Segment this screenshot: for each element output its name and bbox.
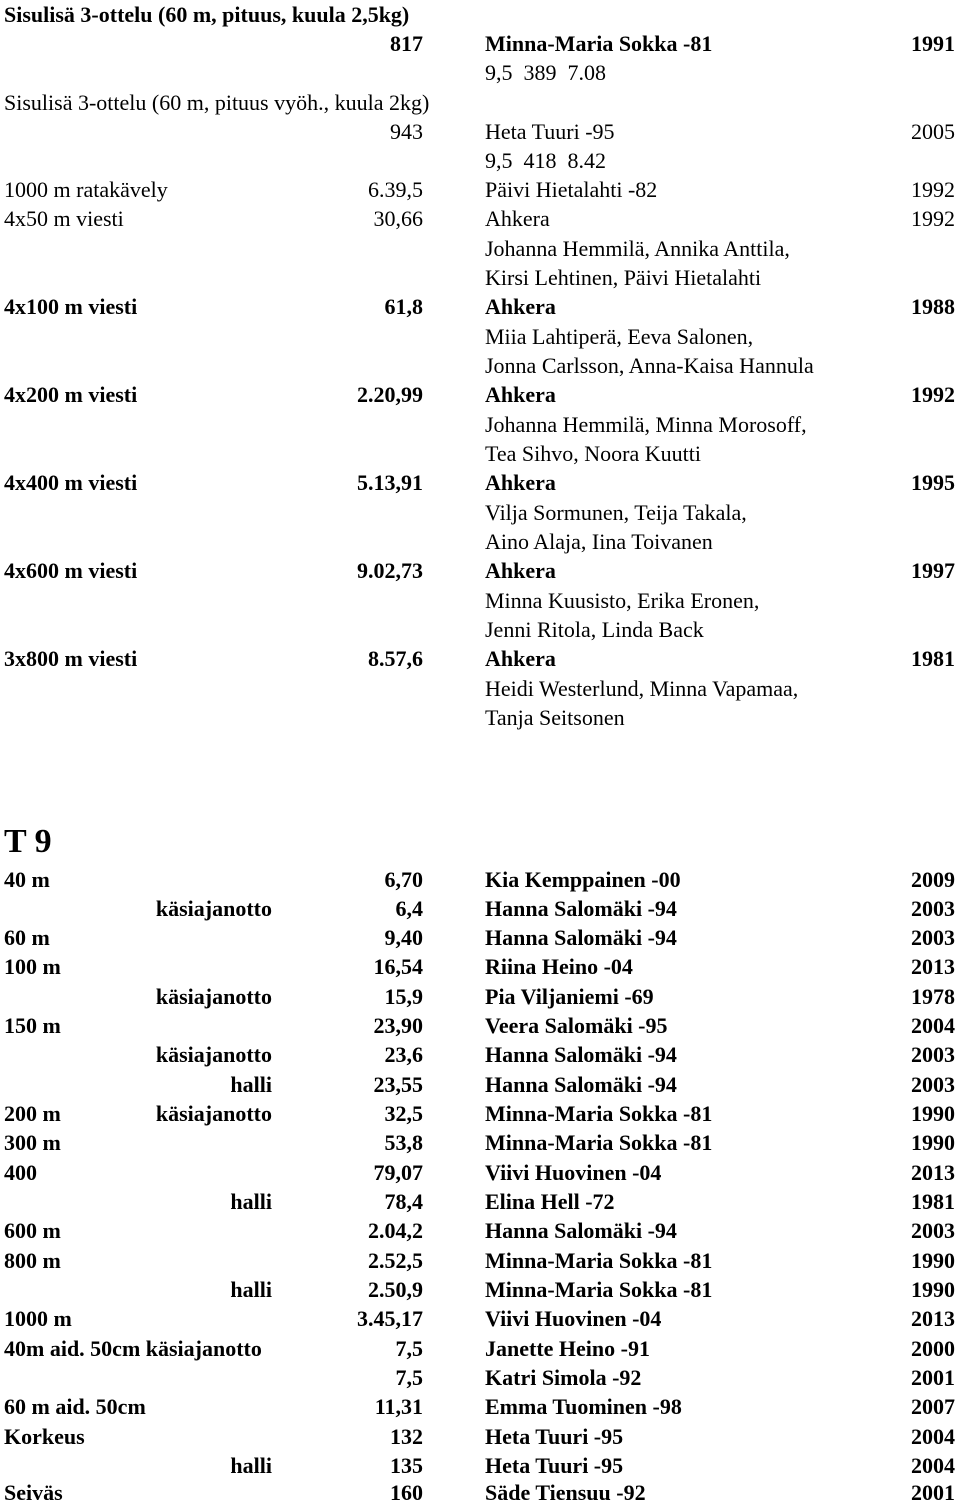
event-qualifier: käsiajanotto	[155, 1042, 272, 1067]
event-label: 60 m	[4, 925, 50, 950]
record-year: 1997	[911, 558, 955, 583]
record-line	[0, 615, 960, 644]
event-label: 4x200 m viesti	[4, 382, 138, 407]
team-members: Minna Kuusisto, Erika Eronen,	[485, 588, 760, 613]
result-value: 78,4	[384, 1189, 423, 1214]
table-row	[0, 1187, 960, 1216]
athlete-name: Janette Heino -91	[485, 1336, 650, 1361]
athlete-name: Hanna Salomäki -94	[485, 1218, 677, 1243]
result-value: 943	[390, 119, 423, 144]
table-row	[0, 923, 960, 952]
event-label: 4x50 m viesti	[4, 206, 124, 231]
result-value: 15,9	[384, 984, 423, 1009]
record-year: 1990	[911, 1277, 955, 1302]
result-value: 6,4	[395, 896, 423, 921]
result-value: 32,5	[384, 1101, 423, 1126]
event-label: 600 m	[4, 1218, 61, 1243]
result-value: 79,07	[373, 1160, 423, 1185]
team-members: Tanja Seitsonen	[485, 705, 625, 730]
team-name: Ahkera	[485, 382, 556, 407]
record-line	[0, 468, 960, 497]
result-value: 16,54	[373, 954, 423, 979]
event-label: Korkeus	[4, 1424, 85, 1449]
record-line	[0, 234, 960, 263]
record-line	[0, 439, 960, 468]
result-value: 7,5	[395, 1336, 423, 1361]
record-year: 1990	[911, 1248, 955, 1273]
athlete-name: Minna-Maria Sokka -81	[485, 31, 713, 56]
result-value: 6,70	[384, 867, 423, 892]
table-row	[0, 894, 960, 923]
result-value: 5.13,91	[357, 470, 423, 495]
event-label: 400	[4, 1160, 37, 1185]
athlete-name: Viivi Huovinen -04	[485, 1160, 662, 1185]
event-label: 40 m	[4, 867, 50, 892]
table-row	[0, 1040, 960, 1069]
record-year: 2004	[911, 1013, 955, 1038]
event-label: 4x100 m viesti	[4, 294, 138, 319]
event-label: 4x600 m viesti	[4, 558, 138, 583]
athlete-name: Veera Salomäki -95	[485, 1013, 668, 1038]
athlete-name: Heta Tuuri -95	[485, 1453, 624, 1478]
record-line	[0, 703, 960, 732]
result-value: 2.52,5	[368, 1248, 423, 1273]
record-line	[0, 58, 960, 87]
athlete-name: Katri Simola -92	[485, 1365, 642, 1390]
table-row	[0, 1478, 960, 1507]
result-value: 53,8	[384, 1130, 423, 1155]
event-label: 200 m	[4, 1101, 61, 1126]
result-value: 6.39,5	[368, 177, 423, 202]
record-year: 2001	[911, 1480, 955, 1505]
athlete-name: Viivi Huovinen -04	[485, 1306, 662, 1331]
record-year: 2013	[911, 1160, 955, 1185]
team-members: Vilja Sormunen, Teija Takala,	[485, 500, 747, 525]
athlete-name: Minna-Maria Sokka -81	[485, 1277, 713, 1302]
record-year: 2003	[911, 896, 955, 921]
event-qualifier: halli	[230, 1072, 272, 1097]
event-qualifier: halli	[230, 1277, 272, 1302]
record-year: 1988	[911, 294, 955, 319]
athlete-name: Hanna Salomäki -94	[485, 1042, 677, 1067]
table-row	[0, 1334, 960, 1363]
record-line	[0, 380, 960, 409]
event-qualifier: käsiajanotto	[155, 1101, 272, 1126]
record-year: 2004	[911, 1453, 955, 1478]
record-line	[0, 146, 960, 175]
table-row	[0, 1422, 960, 1451]
result-value: 2.50,9	[368, 1277, 423, 1302]
athlete-name: Emma Tuominen -98	[485, 1394, 682, 1419]
record-year: 1990	[911, 1101, 955, 1126]
record-line	[0, 644, 960, 673]
record-line	[0, 204, 960, 233]
record-year: 2005	[911, 119, 955, 144]
team-members: Jenni Ritola, Linda Back	[485, 617, 704, 642]
result-value: 61,8	[384, 294, 423, 319]
record-line	[0, 674, 960, 703]
table-row	[0, 1011, 960, 1040]
table-row	[0, 1099, 960, 1128]
record-year: 2013	[911, 1306, 955, 1331]
record-year: 1992	[911, 177, 955, 202]
team-members: Kirsi Lehtinen, Päivi Hietalahti	[485, 265, 762, 290]
team-name: Ahkera	[485, 470, 556, 495]
event-qualifier: halli	[230, 1189, 272, 1214]
team-members: Miia Lahtiperä, Eeva Salonen,	[485, 324, 754, 349]
event-label: 40m aid. 50cm käsiajanotto	[4, 1336, 262, 1361]
team-members: Johanna Hemmilä, Minna Morosoff,	[485, 412, 807, 437]
record-line	[0, 527, 960, 556]
athlete-name: Hanna Salomäki -94	[485, 1072, 677, 1097]
event-label: 1000 m ratakävely	[4, 177, 168, 202]
record-year: 1990	[911, 1130, 955, 1155]
record-year: 1981	[911, 1189, 955, 1214]
result-value: 2.20,99	[357, 382, 423, 407]
record-year: 2000	[911, 1336, 955, 1361]
record-year: 2007	[911, 1394, 955, 1419]
result-value: 9,40	[384, 925, 423, 950]
athlete-name: Minna-Maria Sokka -81	[485, 1248, 713, 1273]
event-qualifier: käsiajanotto	[155, 896, 272, 921]
record-year: 2001	[911, 1365, 955, 1390]
athlete-name: Heta Tuuri -95	[485, 1424, 624, 1449]
record-line	[0, 0, 960, 29]
record-line	[0, 29, 960, 58]
result-value: 817	[390, 31, 423, 56]
athlete-name: Pia Viljaniemi -69	[485, 984, 654, 1009]
result-value: 135	[390, 1453, 423, 1478]
event-label: Seiväs	[4, 1480, 63, 1505]
record-year: 2009	[911, 867, 955, 892]
team-members: Aino Alaja, Iina Toivanen	[485, 529, 713, 554]
record-year: 1995	[911, 470, 955, 495]
result-value: 8.57,6	[368, 646, 423, 671]
table-row	[0, 1304, 960, 1333]
record-line	[0, 117, 960, 146]
record-year: 2003	[911, 1042, 955, 1067]
athlete-name: Heta Tuuri -95	[485, 119, 615, 144]
team-members: Tea Sihvo, Noora Kuutti	[485, 441, 701, 466]
section-heading: T 9	[4, 823, 52, 860]
result-value: 23,90	[373, 1013, 423, 1038]
record-year: 2013	[911, 954, 955, 979]
result-value: 23,6	[384, 1042, 423, 1067]
record-line	[0, 263, 960, 292]
event-label: 1000 m	[4, 1306, 72, 1331]
record-line	[0, 586, 960, 615]
table-row	[0, 1363, 960, 1392]
record-year: 1978	[911, 984, 955, 1009]
record-year: 2003	[911, 1218, 955, 1243]
athlete-name: Elina Hell -72	[485, 1189, 615, 1214]
record-line	[0, 88, 960, 117]
record-line	[0, 175, 960, 204]
record-year: 1992	[911, 382, 955, 407]
table-row	[0, 1070, 960, 1099]
record-year: 2003	[911, 1072, 955, 1097]
result-value: 3.45,17	[357, 1306, 423, 1331]
athlete-name: Hanna Salomäki -94	[485, 925, 677, 950]
event-qualifier: halli	[230, 1453, 272, 1478]
record-year: 1992	[911, 206, 955, 231]
team-members: Jonna Carlsson, Anna-Kaisa Hannula	[485, 353, 814, 378]
event-label: 4x400 m viesti	[4, 470, 138, 495]
record-year: 1981	[911, 646, 955, 671]
result-value: 30,66	[373, 206, 423, 231]
record-line	[0, 556, 960, 585]
event-label: 60 m aid. 50cm	[4, 1394, 146, 1419]
table-row	[0, 1128, 960, 1157]
record-year: 1991	[911, 31, 955, 56]
record-year: 2004	[911, 1424, 955, 1449]
result-value: 9.02,73	[357, 558, 423, 583]
event-label: 100 m	[4, 954, 61, 979]
team-members: Heidi Westerlund, Minna Vapamaa,	[485, 676, 799, 701]
record-line	[0, 292, 960, 321]
table-row	[0, 982, 960, 1011]
athlete-name: Kia Kemppainen -00	[485, 867, 681, 892]
team-members: Johanna Hemmilä, Annika Anttila,	[485, 236, 790, 261]
table-row	[0, 952, 960, 981]
event-label: 3x800 m viesti	[4, 646, 138, 671]
table-row	[0, 1275, 960, 1304]
result-value: 11,31	[374, 1394, 423, 1419]
record-line	[0, 410, 960, 439]
record-year: 2003	[911, 925, 955, 950]
record-line	[0, 322, 960, 351]
athlete-name: Riina Heino -04	[485, 954, 633, 979]
result-value: 132	[390, 1424, 423, 1449]
result-value: 23,55	[373, 1072, 423, 1097]
table-row	[0, 1158, 960, 1187]
event-label: 150 m	[4, 1013, 61, 1038]
athlete-name: Päivi Hietalahti -82	[485, 177, 658, 202]
team-name: Ahkera	[485, 294, 556, 319]
table-row	[0, 1246, 960, 1275]
team-name: Ahkera	[485, 206, 550, 231]
event-qualifier: käsiajanotto	[155, 984, 272, 1009]
record-line	[0, 498, 960, 527]
athlete-name: Hanna Salomäki -94	[485, 896, 677, 921]
athlete-name: Säde Tiensuu -92	[485, 1480, 646, 1505]
athlete-name: Minna-Maria Sokka -81	[485, 1101, 713, 1126]
team-name: Ahkera	[485, 558, 556, 583]
table-row	[0, 1451, 960, 1480]
table-row	[0, 1216, 960, 1245]
event-label: Sisulisä 3-ottelu (60 m, pituus vyöh., kuula 2kg)	[4, 90, 430, 115]
result-value: 2.04,2	[368, 1218, 423, 1243]
split-results: 9,5 389 7.08	[485, 60, 606, 85]
result-value: 160	[390, 1480, 423, 1505]
athlete-name: Minna-Maria Sokka -81	[485, 1130, 713, 1155]
table-row	[0, 865, 960, 894]
team-name: Ahkera	[485, 646, 556, 671]
record-line	[0, 351, 960, 380]
event-label: 800 m	[4, 1248, 61, 1273]
split-results: 9,5 418 8.42	[485, 148, 606, 173]
result-value: 7,5	[395, 1365, 423, 1390]
event-label: 300 m	[4, 1130, 61, 1155]
event-label: Sisulisä 3-ottelu (60 m, pituus, kuula 2,5kg)	[4, 2, 410, 27]
table-row	[0, 1392, 960, 1421]
